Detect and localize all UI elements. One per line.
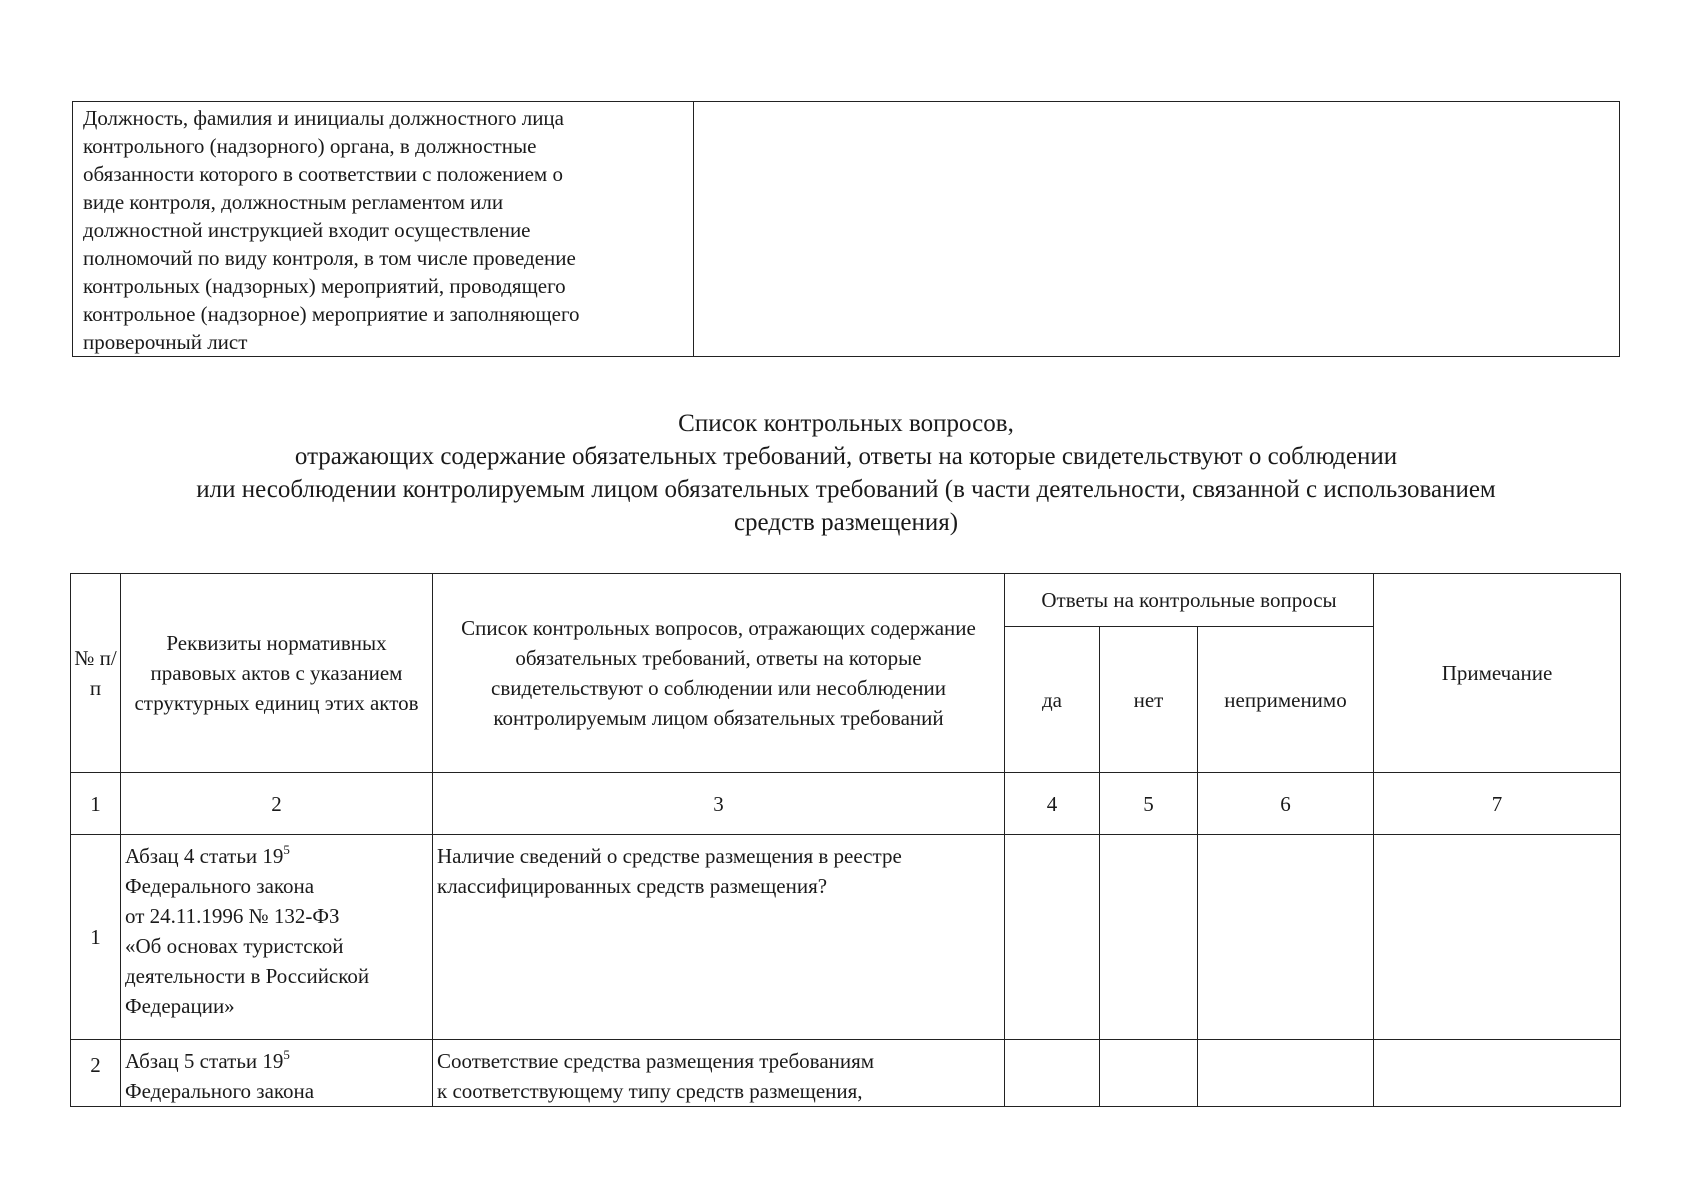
table-row: [71, 1040, 1621, 1107]
note-cell[interactable]: [1374, 835, 1621, 1040]
heading-line-1: Список контрольных вопросов,: [678, 410, 1014, 437]
question-text: классифицированных средств размещения?: [437, 874, 828, 898]
column-number: 1: [71, 773, 121, 835]
header-yes: да: [1005, 627, 1100, 773]
column-number-row: [71, 773, 1621, 835]
answer-yes-cell[interactable]: [1005, 835, 1100, 1040]
table-row: [71, 835, 1621, 1040]
requisite-superscript: 5: [283, 842, 290, 857]
header-number: № п/п: [71, 574, 121, 773]
column-number: 3: [433, 773, 1005, 835]
row-question: [433, 835, 1005, 1040]
question-text: к соответствующему типу средств размещения,: [437, 1079, 863, 1103]
requisite-text: Федерального закона: [125, 874, 315, 898]
requisite-text: от 24.11.1996 № 132-ФЗ: [125, 904, 340, 928]
header-questions: Список контрольных вопросов, отражающих содержание обязательных требований, ответы на которые свидетельствуют о соблюдении или несоблюдении контролируемым лицом обязательных требований: [433, 574, 1005, 773]
heading-line-3: или несоблюдении контролируемым лицом обязательных требований (в части деятельности, связанной с использованием: [196, 476, 1496, 503]
official-info-value[interactable]: [694, 102, 1620, 357]
header-no: нет: [1100, 627, 1198, 773]
requisite-text: Федерации»: [125, 994, 235, 1018]
question-text: Наличие сведений о средстве размещения в реестре: [437, 844, 902, 868]
requisite-text: Абзац 4 статьи 19: [125, 844, 284, 868]
header-not-applicable: неприменимо: [1198, 627, 1374, 773]
answer-no-cell[interactable]: [1100, 835, 1198, 1040]
checklist-heading: [72, 407, 1620, 539]
heading-line-2: отражающих содержание обязательных требований, ответы на которые свидетельствуют о соблюдении: [294, 443, 1398, 470]
column-number: 5: [1100, 773, 1198, 835]
official-info-label: Должность, фамилия и инициалы должностного лица контрольного (надзорного) органа, в должностные обязанности которого в соответствии с положением о виде контроля, должностным регламентом или должностной инструкцией входит осуществление полномочий по виду контроля, в том числе проведение контрольных (надзорных) мероприятий, проводящего контрольное (надзорное) мероприятие и заполняющего проверочный лист: [73, 102, 694, 357]
official-info-table: [72, 101, 1620, 357]
header-note: Примечание: [1374, 574, 1621, 773]
answer-not-applicable-cell[interactable]: [1198, 835, 1374, 1040]
answer-no-cell[interactable]: [1100, 1040, 1198, 1107]
row-number: 2: [71, 1040, 121, 1107]
requisite-text: «Об основах туристской: [125, 934, 344, 958]
requisite-text: Федерального закона: [125, 1079, 315, 1103]
answer-not-applicable-cell[interactable]: [1198, 1040, 1374, 1107]
row-requisites: [121, 1040, 433, 1107]
header-requisites: Реквизиты нормативных правовых актов с указанием структурных единиц этих актов: [121, 574, 433, 773]
row-requisites: [121, 835, 433, 1040]
row-number: 1: [71, 835, 121, 1040]
column-number: 7: [1374, 773, 1621, 835]
column-number: 6: [1198, 773, 1374, 835]
note-cell[interactable]: [1374, 1040, 1621, 1107]
row-question: [433, 1040, 1005, 1107]
question-text: Соответствие средства размещения требованиям: [437, 1049, 875, 1073]
requisite-superscript: 5: [283, 1047, 290, 1062]
header-answers-group: Ответы на контрольные вопросы: [1005, 574, 1374, 627]
heading-line-4: средств размещения): [733, 509, 959, 536]
answer-yes-cell[interactable]: [1005, 1040, 1100, 1107]
checklist-table: [70, 573, 1621, 1107]
column-number: 2: [121, 773, 433, 835]
requisite-text: Абзац 5 статьи 19: [125, 1049, 284, 1073]
requisite-text: деятельности в Российской: [125, 964, 370, 988]
column-number: 4: [1005, 773, 1100, 835]
